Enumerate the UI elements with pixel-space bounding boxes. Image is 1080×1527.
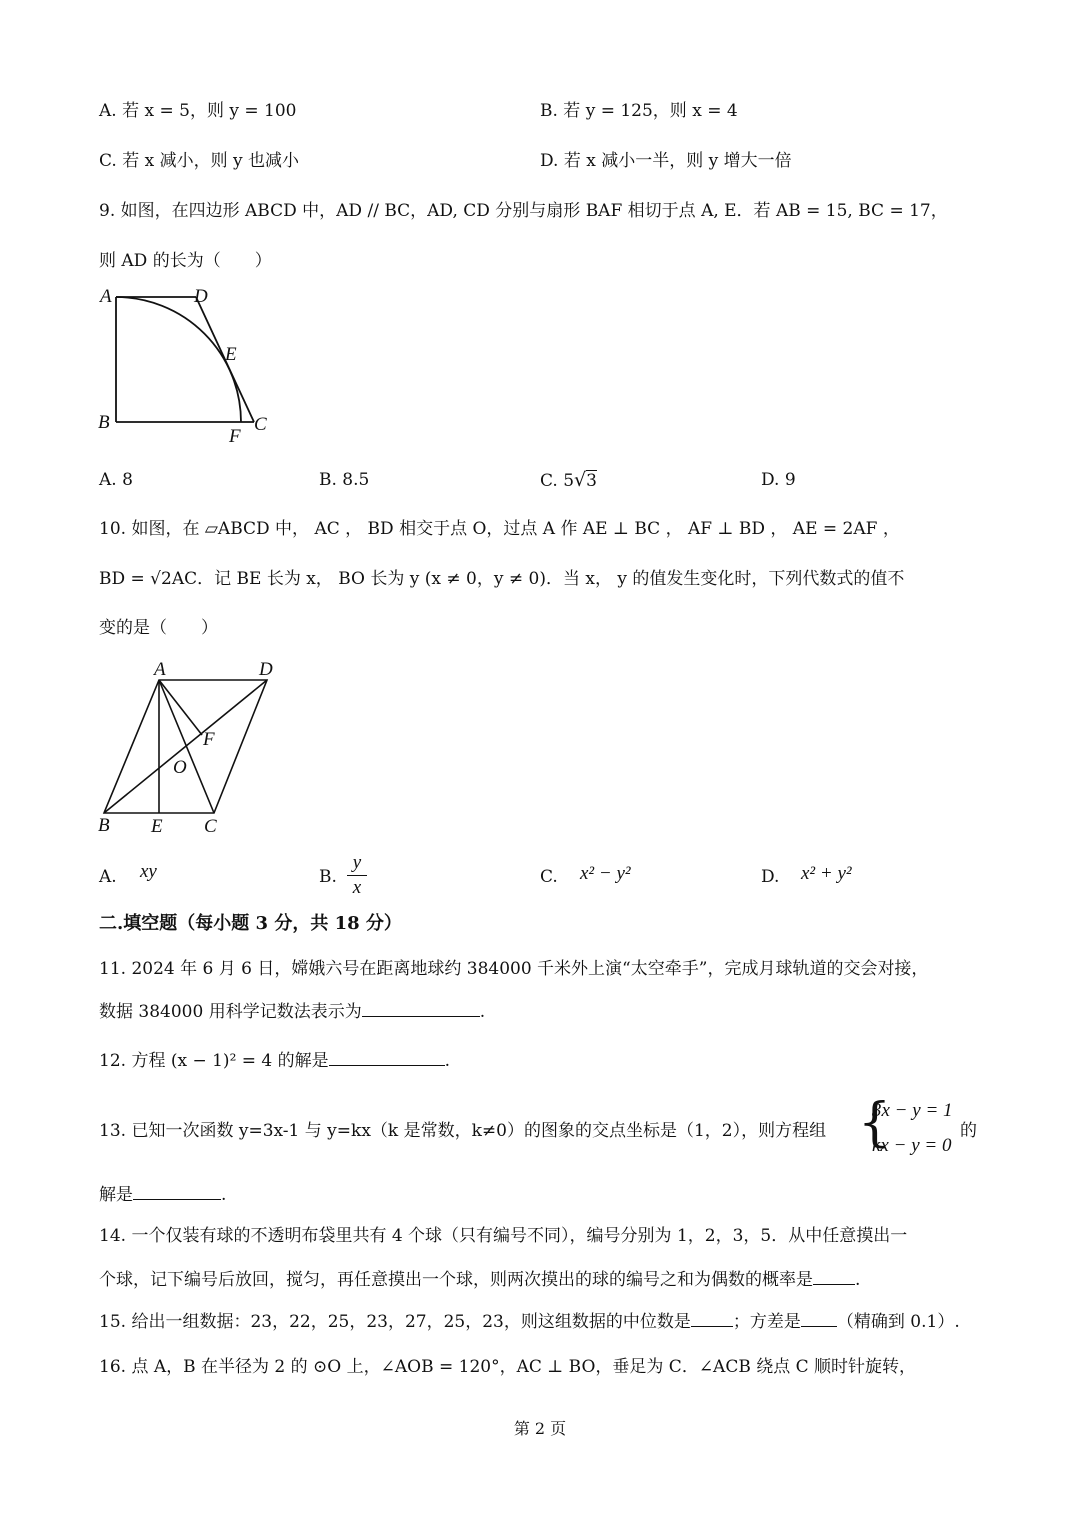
- radical-sign: √: [574, 469, 587, 491]
- q10-label-f: F: [203, 729, 215, 750]
- q8-option-a: A. 若 x = 5，则 y = 100: [99, 101, 297, 121]
- q14-answer-blank[interactable]: [813, 1268, 855, 1285]
- q16-stem-line1: 16. 点 A，B 在半径为 2 的 ⊙O 上，∠AOB = 120°，AC ⊥ BO，垂足为 C．∠ACB 绕点 C 顺时针旋转，: [99, 1357, 917, 1377]
- q10-option-b-fraction: [347, 852, 367, 899]
- q12-end-mark: .: [444, 1051, 451, 1071]
- q9-stem-line2: 则 AD 的长为（ ）: [99, 251, 272, 271]
- q10-label-d: D: [259, 659, 273, 680]
- q9-figure: [94, 282, 284, 447]
- q13-stem-line1: 13. 已知一次函数 y=3x-1 与 y=kx（k 是常数，k≠0）的图象的交点坐标是（1，2），则方程组: [99, 1121, 827, 1141]
- q13-answer-blank[interactable]: [133, 1183, 221, 1200]
- q9-label-f: F: [229, 426, 241, 447]
- q13-stem-text: 解是: [99, 1185, 133, 1205]
- q15-stem-part2: ；方差是: [732, 1312, 801, 1332]
- q10-stem-line3: 变的是（ ）: [99, 618, 218, 638]
- q13-stem-line2: [99, 1183, 226, 1206]
- q9-label-b: B: [98, 412, 110, 433]
- q14-end-mark: .: [855, 1270, 861, 1290]
- q9-label-d: D: [194, 286, 208, 307]
- q10-label-c: C: [204, 816, 217, 837]
- q13-after-text: 的: [960, 1121, 977, 1141]
- section-2-heading: 二.填空题（每小题 3 分，共 18 分）: [99, 913, 402, 934]
- system-brace: {: [858, 1093, 892, 1153]
- q15-median-blank[interactable]: [691, 1310, 733, 1327]
- q10-option-a-expr: xy: [140, 861, 157, 882]
- q10-segment-af: [159, 680, 202, 735]
- q9-label-a: A: [100, 286, 112, 307]
- q8-option-c: C. 若 x 减小，则 y 也减小: [99, 151, 300, 171]
- q9-option-c-prefix: C. 5: [540, 471, 575, 491]
- q14-stem-line1: 14. 一个仅装有球的不透明布袋里共有 4 个球（只有编号不同），编号分别为 1，2，3，5．从中任意摸出一: [99, 1226, 908, 1246]
- q11-end-mark: .: [479, 1002, 486, 1022]
- q10-option-a-label: A.: [99, 867, 117, 887]
- q10-option-c-expr: x² − y²: [580, 863, 631, 884]
- q10-figure: [94, 655, 294, 840]
- q14-stem-line2: [99, 1268, 860, 1291]
- page-number: 第 2 页: [513, 1419, 567, 1438]
- q9-option-c: [540, 469, 597, 492]
- q11-stem-text: 数据 384000 用科学记数法表示为: [99, 1002, 362, 1022]
- q12-stem: [99, 1049, 450, 1072]
- q10-label-b: B: [98, 815, 110, 836]
- q10-label-e: E: [151, 816, 163, 837]
- q9-label-e: E: [225, 344, 237, 365]
- q12-answer-blank[interactable]: [329, 1049, 445, 1066]
- q9-label-c: C: [254, 414, 267, 435]
- q10-label-o: O: [173, 757, 187, 778]
- q10-option-c-label: C.: [540, 867, 558, 887]
- fraction-bar: [347, 875, 367, 876]
- q9-option-d: D. 9: [761, 470, 796, 490]
- q15-stem: [99, 1310, 960, 1333]
- q9-option-a: A. 8: [99, 470, 133, 490]
- q12-stem-text: 12. 方程 (x − 1)² = 4 的解是: [99, 1051, 329, 1071]
- q9-option-b: B. 8.5: [319, 470, 370, 490]
- q9-stem-line1: 9. 如图，在四边形 ABCD 中，AD // BC，AD, CD 分别与扇形 BAF 相切于点 A, E．若 AB = 15, BC = 17，: [99, 201, 948, 221]
- q10-option-b-denominator: x: [352, 877, 362, 898]
- q8-option-b: B. 若 y = 125，则 x = 4: [540, 101, 738, 121]
- q10-diagonal-bd: [104, 680, 267, 813]
- q10-option-d-label: D.: [761, 867, 780, 887]
- q11-answer-blank[interactable]: [362, 1000, 480, 1017]
- q10-stem-line1: 10. 如图，在 ▱ABCD 中， AC ， BD 相交于点 O，过点 A 作 AE ⊥ BC ， AF ⊥ BD ， AE = 2AF ，: [99, 519, 900, 539]
- q13-end-mark: .: [221, 1185, 227, 1205]
- q13-equation-2: kx − y = 0: [872, 1135, 952, 1156]
- q9-option-c-radicand: 3: [586, 471, 597, 491]
- q14-stem-text: 个球，记下编号后放回，搅匀，再任意摸出一个球，则两次摸出的球的编号之和为偶数的概率是: [99, 1270, 813, 1290]
- q8-option-d: D. 若 x 减小一半，则 y 增大一倍: [540, 151, 792, 171]
- q9-arc-af: [116, 297, 241, 422]
- q10-stem-line2: BD = √2AC．记 BE 长为 x， BO 长为 y (x ≠ 0，y ≠ 0)．当 x， y 的值发生变化时，下列代数式的值不: [99, 569, 905, 589]
- q15-stem-part3: （精确到 0.1）.: [836, 1312, 960, 1332]
- q10-label-a: A: [154, 659, 166, 680]
- q13-equation-1: 3x − y = 1: [872, 1100, 953, 1121]
- q10-option-b-numerator: y: [352, 852, 362, 873]
- q10-option-d-expr: x² + y²: [801, 863, 852, 884]
- q11-stem-line1: 11. 2024 年 6 月 6 日，嫦娥六号在距离地球约 384000 千米外上演“太空牵手”，完成月球轨道的交会对接，: [99, 959, 929, 979]
- q15-stem-part1: 15. 给出一组数据：23，22，25，23，27，25，23，则这组数据的中位数是: [99, 1312, 691, 1332]
- q11-stem-line2: [99, 1000, 485, 1023]
- q10-option-b-label: B.: [319, 867, 337, 887]
- q15-variance-blank[interactable]: [801, 1310, 837, 1327]
